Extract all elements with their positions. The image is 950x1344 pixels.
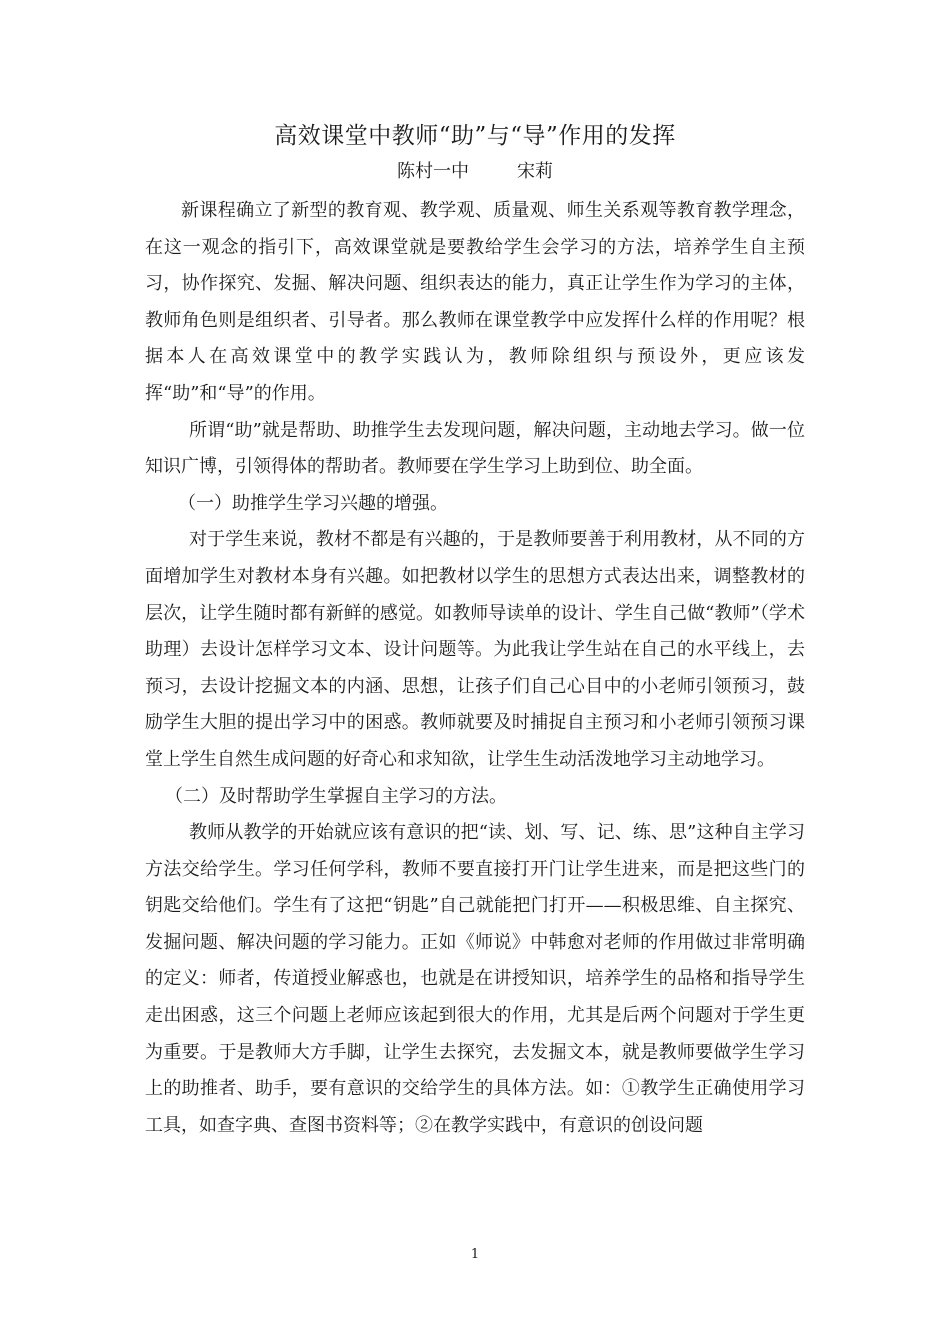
paragraph-intro: 新课程确立了新型的教育观、教学观、质量观、师生关系观等教育教学理念，在这一观念的指引下，高效课堂就是要教给学生会学习的方法，培养学生自主预习，协作探究、发掘、解决问题、组织表达的能力，真正让学生作为学习的主体，教师角色则是组织者、引导者。那么教师在课堂教学中应发挥什么样的作用呢？根据本人在高效课堂中的教学实践认为，教师除组织与预设外，更应该发挥“助”和“导”的作用。 xyxy=(145,200,805,404)
section-heading-1: （一）助推学生学习兴趣的增强。 xyxy=(178,492,448,514)
document-body xyxy=(145,193,805,1144)
author-school: 陈村一中 xyxy=(397,161,469,182)
document-title: 高效课堂中教师“助”与“导”作用的发挥 xyxy=(274,123,676,149)
paragraph-method: 教师从教学的开始就应该有意识的把“读、划、写、记、练、思”这种自主学习方法交给学生。学习任何学科，教师不要直接打开门让学生进来，而是把这些门的钥匙交给他们。学生有了这把“钥匙”自己就能把门打开——积极思维、自主探究、发掘问题、解决问题的学习能力。正如《师说》中韩愈对老师的作用做过非常明确的定义：师者，传道授业解惑也，也就是在讲授知识，培养学生的品格和指导学生走出困惑，这三个问题上老师应该起到很大的作用，尤其是后两个问题对于学生更为重要。于是教师大方手脚，让学生去探究，去发掘文本，就是教师要做学生学习上的助推者、助手，要有意识的交给学生的具体方法。如：①教学生正确使用学习工具，如查字典、查图书资料等；②在教学实践中，有意识的创设问题 xyxy=(145,822,805,1136)
author-line xyxy=(0,156,950,188)
paragraph-help-definition: 所谓“助”就是帮助、助推学生去发现问题，解决问题，主动地去学习。做一位知识广博，引领得体的帮助者。教师要在学生学习上助到位、助全面。 xyxy=(145,419,805,478)
section-heading-2: （二）及时帮助学生掌握自主学习的方法。 xyxy=(165,785,507,807)
paragraph-interest: 对于学生来说，教材不都是有兴趣的，于是教师要善于利用教材，从不同的方面增加学生对教材本身有兴趣。如把教材以学生的思想方式表达出来，调整教材的层次，让学生随时都有新鲜的感觉。如教师导读单的设计、学生自己做“教师”（学术助理）去设计怎样学习文本、设计问题等。为此我让学生站在自己的水平线上，去预习，去设计挖掘文本的内涵、思想，让孩子们自己心目中的小老师引领预习，鼓励学生大胆的提出学习中的困惑。教师就要及时捕捉自主预习和小老师引领预习课堂上学生自然生成问题的好奇心和求知欲，让学生生动活泼地学习主动地学习。 xyxy=(145,529,805,770)
author-name: 宋莉 xyxy=(517,161,553,182)
page-number: 1 xyxy=(470,1247,480,1262)
